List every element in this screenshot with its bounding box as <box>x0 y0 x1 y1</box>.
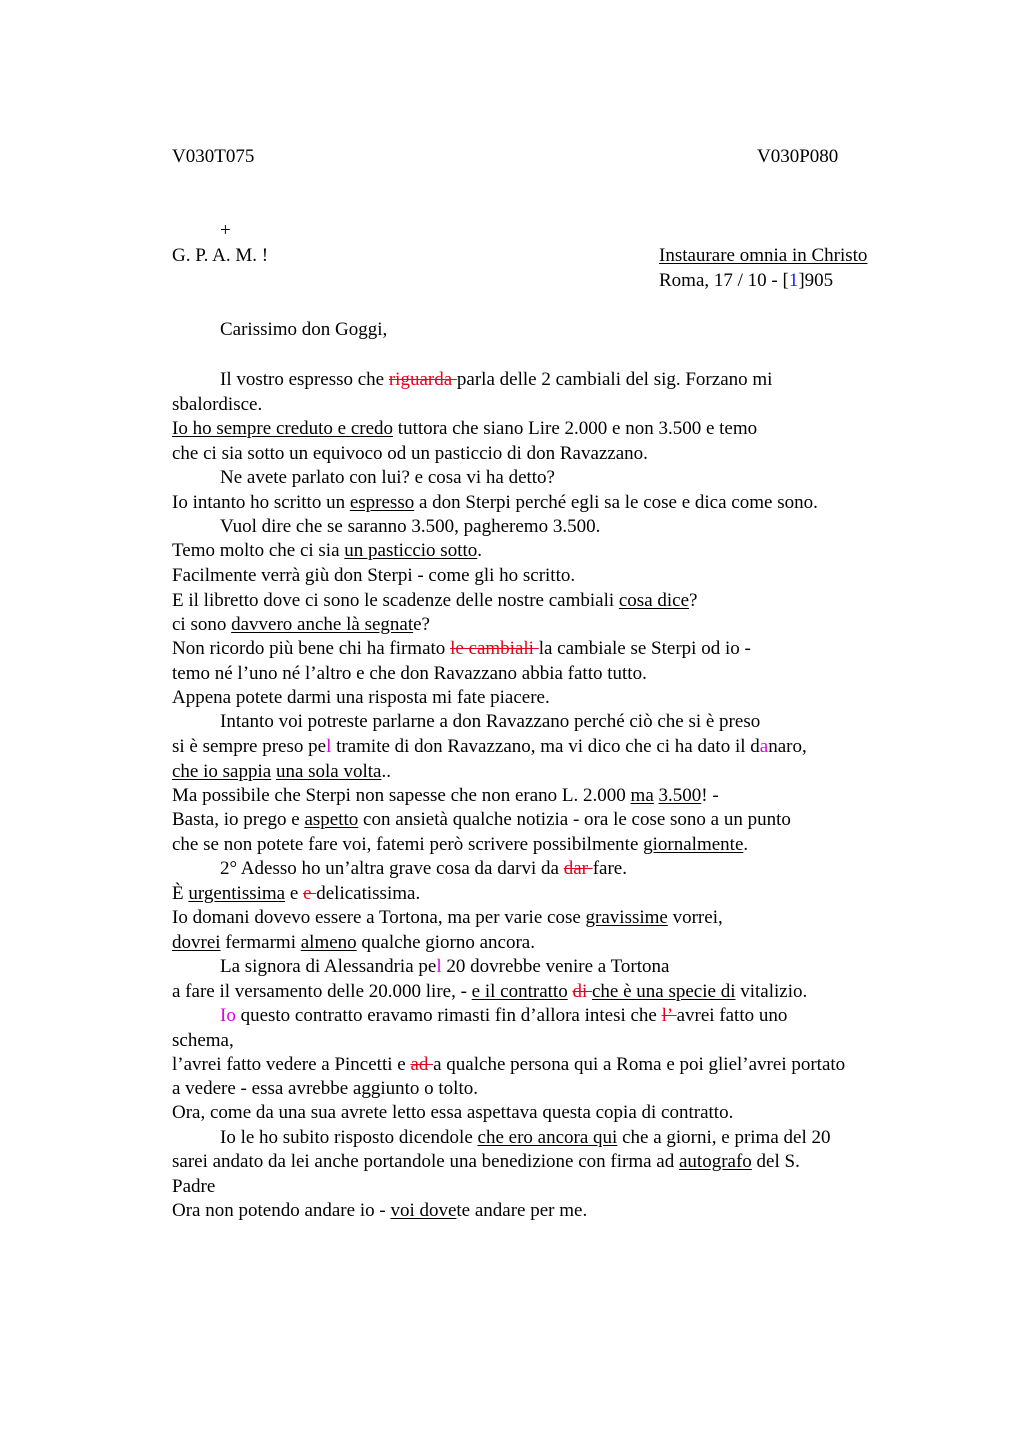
letter-line <box>172 393 262 417</box>
added-text: l <box>326 736 332 757</box>
date-bracket-digit: 1 <box>788 270 799 291</box>
added-text: l <box>436 956 442 977</box>
underlined-text: aspetto <box>304 809 359 830</box>
text-segment: a qualche persona qui a Roma e poi gliel’avrei portato <box>433 1054 846 1075</box>
letter-line <box>172 491 818 515</box>
underlined-text: e il contratto <box>471 981 568 1002</box>
document-code-left: V030T075 <box>172 146 255 167</box>
text-segment: Temo molto che ci sia <box>172 540 345 561</box>
salutation: Carissimo don Goggi, <box>220 319 388 340</box>
text-segment: ? <box>689 590 698 611</box>
letter-line <box>172 1175 215 1199</box>
letter-line <box>172 1077 478 1101</box>
letter-line <box>172 1053 845 1077</box>
text-segment: Io intanto ho scritto un <box>172 492 350 513</box>
letter-line <box>172 637 751 661</box>
struck-text: l’ <box>661 1005 677 1026</box>
underlined-text: davvero anche là segnat <box>231 614 414 635</box>
text-segment: sarei andato da lei anche portandole una benedizione con firma ad <box>172 1151 679 1172</box>
struck-text: le cambiali <box>450 638 539 659</box>
letter-line <box>172 906 723 930</box>
letter-line <box>220 1004 787 1028</box>
text-segment: fare. <box>592 858 627 879</box>
text-segment: parla delle 2 cambiali del sig. Forzano mi <box>456 369 773 390</box>
added-text: Io <box>220 1005 236 1026</box>
text-segment: con ansietà qualche notizia - ora le cose sono a un punto <box>358 809 791 830</box>
letter-line <box>172 564 575 588</box>
letter-line <box>172 784 719 808</box>
letter-line <box>172 686 550 710</box>
underlined-text: una sola volta <box>275 761 382 782</box>
text-segment: e? <box>413 614 430 635</box>
letter-line <box>172 1029 234 1053</box>
text-segment: tuttora che siano Lire 2.000 e non 3.500 e temo <box>393 418 758 439</box>
text-segment: . <box>477 540 482 561</box>
text-segment: vorrei, <box>667 907 723 928</box>
struck-text: riguarda <box>388 369 457 390</box>
text-segment: a fare il versamento delle 20.000 lire, - <box>172 981 472 1002</box>
text-segment: E il libretto dove ci sono le scadenze delle nostre cambiali <box>172 590 619 611</box>
letter-line <box>220 710 760 734</box>
text-segment: ! - <box>701 785 719 806</box>
text-segment: che se non potete fare voi, fatemi però scrivere possibilmente <box>172 834 644 855</box>
letter-line <box>172 589 697 613</box>
underlined-text: che io sappia <box>172 761 272 782</box>
underlined-text: cosa dice <box>618 590 690 611</box>
text-segment: tramite di don Ravazzano, ma vi dico che ci ha dato il d <box>331 736 760 757</box>
text-segment: Padre <box>172 1176 216 1197</box>
letter-line <box>172 931 535 955</box>
text-segment: del S. <box>751 1151 800 1172</box>
underlined-text: almeno <box>300 932 357 953</box>
letter-line <box>172 833 748 857</box>
underlined-text: che è una specie di <box>591 981 736 1002</box>
text-segment: Facilmente verrà giù don Sterpi - come gli ho scritto. <box>172 565 576 586</box>
underlined-text: giornalmente <box>643 834 744 855</box>
date-suffix: ]905 <box>798 270 834 291</box>
letter-line <box>172 442 648 466</box>
letter-line <box>172 1150 800 1174</box>
text-segment: sbalordisce. <box>172 394 263 415</box>
underlined-text: urgentissima <box>188 883 286 904</box>
text-segment: che ci sia sotto un equivoco od un pasticcio di don Ravazzano. <box>172 443 648 464</box>
struck-text: e <box>303 883 317 904</box>
letter-line <box>172 882 420 906</box>
letter-line <box>172 613 430 637</box>
text-segment: a don Sterpi perché egli sa le cose e dica come sono. <box>414 492 818 513</box>
text-segment: qualche giorno ancora. <box>356 932 535 953</box>
text-segment: È <box>172 883 189 904</box>
underlined-text: gravissime <box>585 907 668 928</box>
letter-line <box>220 368 772 392</box>
text-segment: a vedere - essa avrebbe aggiunto o tolto. <box>172 1078 478 1099</box>
letter-line <box>220 515 600 539</box>
text-segment: Ma possibile che Sterpi non sapesse che non erano L. 2.000 <box>172 785 631 806</box>
underlined-text: espresso <box>349 492 415 513</box>
letter-date <box>659 270 833 292</box>
letter-line <box>220 466 555 490</box>
letter-line <box>172 808 791 832</box>
text-segment: Il vostro espresso che <box>220 369 389 390</box>
letter-line <box>172 662 647 686</box>
underlined-text: Io ho sempre creduto e credo <box>172 418 394 439</box>
letter-line <box>220 955 669 979</box>
cross-symbol: + <box>220 220 231 241</box>
text-segment: vitalizio. <box>735 981 808 1002</box>
text-segment: Ora, come da una sua avrete letto essa aspettava questa copia di contratto. <box>172 1102 734 1123</box>
text-segment: Io domani dovevo essere a Tortona, ma per varie cose <box>172 907 586 928</box>
text-segment: te andare per me. <box>456 1200 588 1221</box>
struck-text: dar <box>563 858 593 879</box>
text-segment: La signora di Alessandria pe <box>220 956 437 977</box>
underlined-text: che ero ancora qui <box>477 1127 618 1148</box>
underlined-text: autografo <box>678 1151 752 1172</box>
text-segment: l’avrei fatto vedere a Pincetti e <box>172 1054 411 1075</box>
text-segment: Io le ho subito risposto dicendole <box>220 1127 478 1148</box>
text-segment: schema, <box>172 1030 234 1051</box>
document-code-right: V030P080 <box>757 146 839 167</box>
struck-text: di <box>572 981 592 1002</box>
text-segment: naro, <box>768 736 807 757</box>
letter-line <box>220 1126 830 1150</box>
underlined-text: dovrei <box>172 932 221 953</box>
text-segment: che a giorni, e prima del 20 <box>617 1127 831 1148</box>
text-segment: Ne avete parlato con lui? e cosa vi ha detto? <box>220 467 555 488</box>
text-segment: temo né l’uno né l’altro e che don Ravazzano abbia fatto tutto. <box>172 663 647 684</box>
text-segment: avrei fatto uno <box>676 1005 788 1026</box>
text-segment: ci sono <box>172 614 232 635</box>
motto-left: G. P. A. M. ! <box>172 245 269 266</box>
text-segment: .. <box>381 761 391 782</box>
text-segment: Ora non potendo andare io - <box>172 1200 391 1221</box>
motto-right-text: Instaurare omnia in Christo <box>659 245 868 266</box>
letter-line <box>172 1199 587 1223</box>
letter-line <box>172 539 482 563</box>
text-segment: delicatissima. <box>316 883 421 904</box>
text-segment: Basta, io prego e <box>172 809 305 830</box>
text-segment: si è sempre preso pe <box>172 736 327 757</box>
letter-line <box>172 760 391 784</box>
letter-line <box>172 735 807 759</box>
date-prefix: Roma, 17 / 10 - [ <box>659 270 789 291</box>
motto-right <box>659 245 867 267</box>
letter-line <box>172 417 757 441</box>
text-segment: questo contratto eravamo rimasti fin d’allora intesi che <box>235 1005 662 1026</box>
text-segment: Non ricordo più bene chi ha firmato <box>172 638 451 659</box>
text-segment: 2° Adesso ho un’altra grave cosa da darvi da <box>220 858 564 879</box>
text-segment: Intanto voi potreste parlarne a don Ravazzano perché ciò che si è preso <box>220 711 761 732</box>
underlined-text: voi dove <box>390 1200 457 1221</box>
added-text: a <box>759 736 769 757</box>
underlined-text: un pasticcio sotto <box>344 540 478 561</box>
text-segment: Vuol dire che se saranno 3.500, pagheremo 3.500. <box>220 516 601 537</box>
text-segment: e <box>285 883 304 904</box>
underlined-text: ma <box>630 785 654 806</box>
letter-line <box>220 857 627 881</box>
underlined-text: 3.500 <box>658 785 702 806</box>
struck-text: ad <box>410 1054 434 1075</box>
text-segment: fermarmi <box>220 932 301 953</box>
letter-line <box>172 980 807 1004</box>
text-segment: . <box>743 834 749 855</box>
text-segment: Appena potete darmi una risposta mi fate piacere. <box>172 687 550 708</box>
letter-line <box>172 1101 733 1125</box>
text-segment: 20 dovrebbe venire a Tortona <box>441 956 670 977</box>
text-segment: la cambiale se Sterpi od io - <box>538 638 751 659</box>
